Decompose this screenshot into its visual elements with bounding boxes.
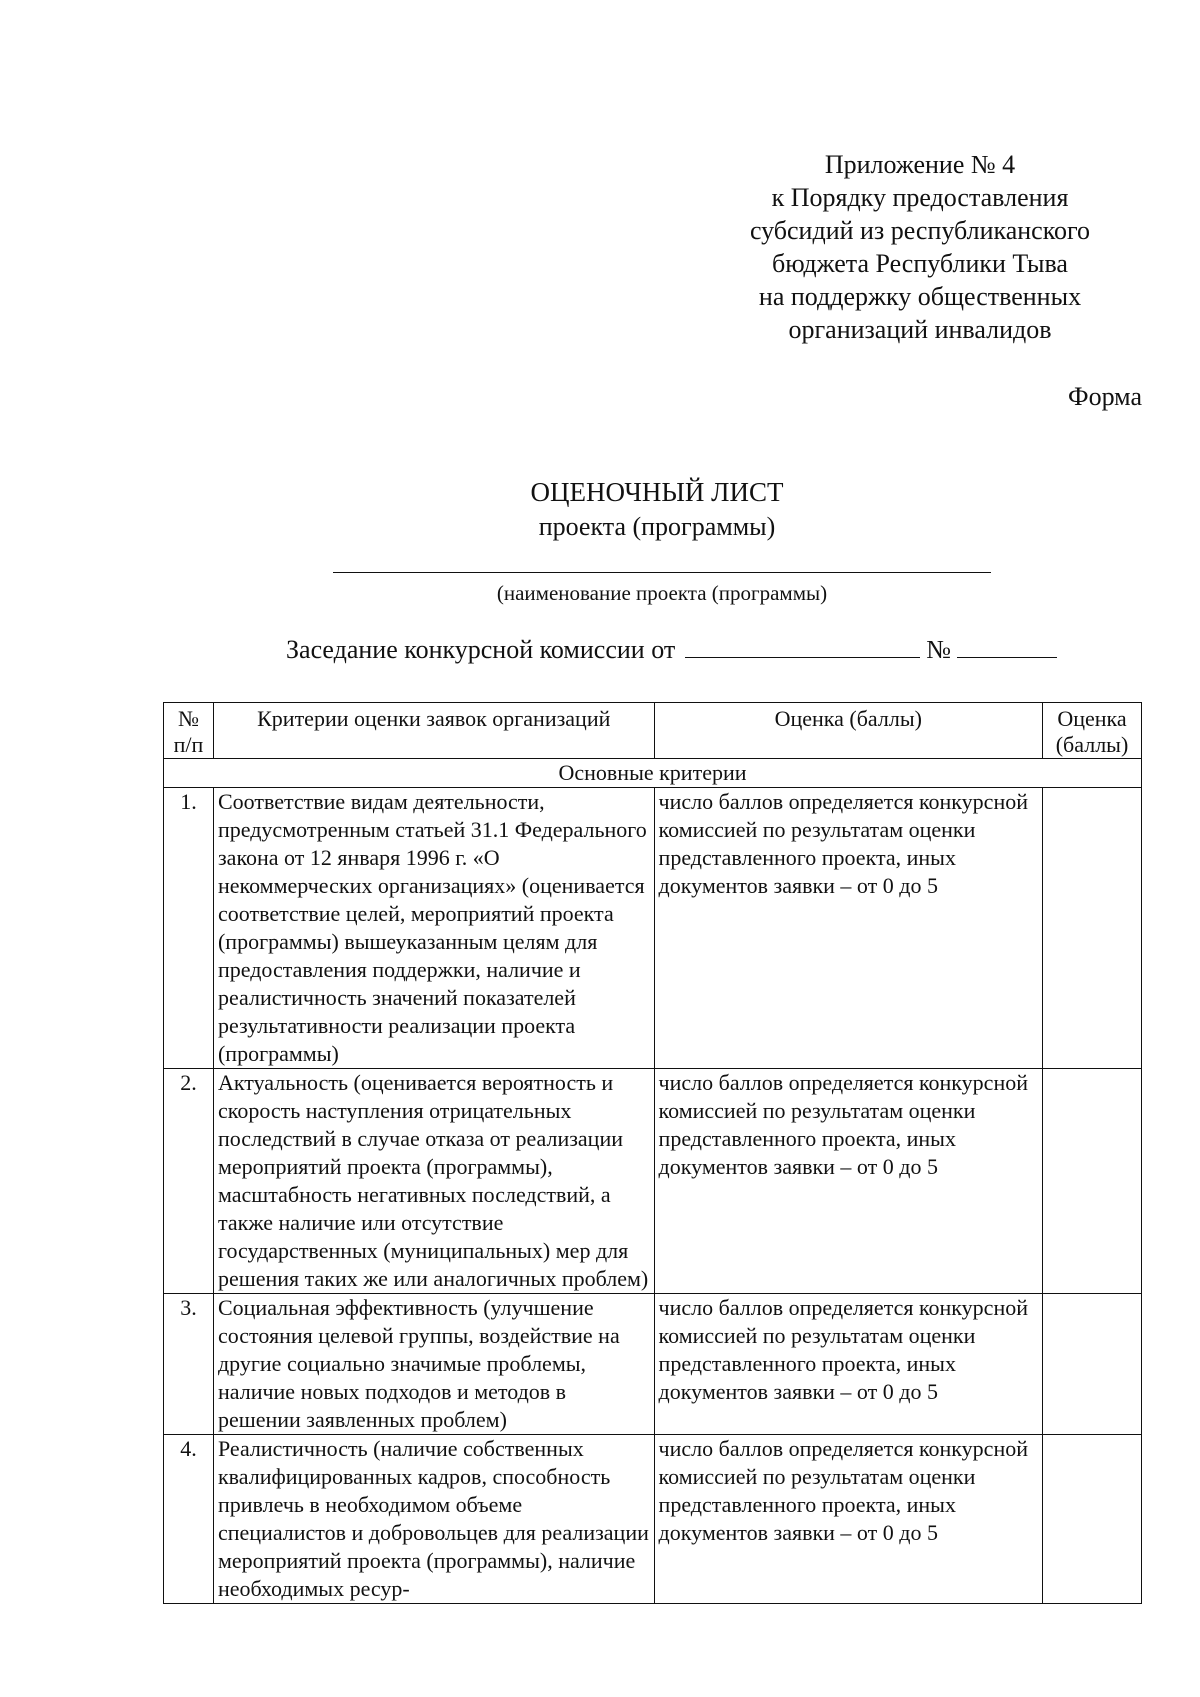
section-row xyxy=(164,759,1142,788)
appendix-line: бюджета Республики Тыва xyxy=(772,249,1068,278)
row-number: 1. xyxy=(164,788,214,1069)
appendix-line: организаций инвалидов xyxy=(788,315,1052,344)
appendix-line: на поддержку общественных xyxy=(758,282,1082,311)
table-row xyxy=(164,1069,1142,1294)
meeting-text: Заседание конкурсной комиссии от xyxy=(286,635,676,664)
row-number: 3. xyxy=(164,1294,214,1435)
row-number: 4. xyxy=(164,1435,214,1604)
row-criteria: Актуальность (оценивается вероятность и скорость наступления отрицательных последствий в случае отказа от реализации мероприятий проекта (программы), масштабность негативных последствий, а также наличие или отсутствие государственных (муниципальных) мер для решения таких же или аналогичных проблем) xyxy=(213,1069,654,1294)
meeting-number-field xyxy=(957,633,1057,658)
appendix-header xyxy=(700,148,1140,346)
row-criteria: Реалистичность (наличие собственных квалифицированных кадров, способность привлечь в необходимом объеме специалистов и добровольцев для реализации мероприятий проекта (программы), наличие необходимых ресур- xyxy=(213,1435,654,1604)
meeting-date-field xyxy=(685,633,920,658)
project-name-caption: (наименование проекта (программы) xyxy=(496,581,828,605)
meeting-line xyxy=(286,633,1057,667)
header-score-2: Оценка (баллы) xyxy=(1043,703,1142,759)
header-score: Оценка (баллы) xyxy=(654,703,1042,759)
table-row xyxy=(164,1435,1142,1604)
row-criteria: Социальная эффективность (улучшение состояния целевой группы, воздействие на другие социально значимые проблемы, наличие новых подходов и методов в решении заявленных проблем) xyxy=(213,1294,654,1435)
row-criteria: Соответствие видам деятельности, предусмотренным статьей 31.1 Федерального закона от 12 января 1996 г. «О некоммерческих организациях» (оценивается соответствие целей, мероприятий проекта (программы) вышеуказанным целям для предоставления поддержки, наличие и реалистичность значений показателей результативности реализации проекта (программы) xyxy=(213,788,654,1069)
project-name-field xyxy=(333,572,991,573)
table-row xyxy=(164,788,1142,1069)
document-title: ОЦЕНОЧНЫЙ ЛИСТ xyxy=(530,477,784,507)
appendix-line: к Порядку предоставления xyxy=(771,183,1069,212)
table-row xyxy=(164,1294,1142,1435)
row-score-value xyxy=(1043,1435,1142,1604)
form-label: Форма xyxy=(1068,382,1142,411)
row-score-description: число баллов определяется конкурсной комиссией по результатам оценки представленного проекта, иных документов заявки – от 0 до 5 xyxy=(654,1294,1042,1435)
section-title: Основные критерии xyxy=(164,759,1142,788)
row-score-value xyxy=(1043,1069,1142,1294)
document-subtitle: проекта (программы) xyxy=(538,512,776,541)
row-score-description: число баллов определяется конкурсной комиссией по результатам оценки представленного проекта, иных документов заявки – от 0 до 5 xyxy=(654,1069,1042,1294)
header-criteria: Критерии оценки заявок организаций xyxy=(213,703,654,759)
meeting-number-sign: № xyxy=(926,635,952,664)
table-header-row xyxy=(164,703,1142,759)
row-number: 2. xyxy=(164,1069,214,1294)
row-score-description: число баллов определяется конкурсной комиссией по результатам оценки представленного проекта, иных документов заявки – от 0 до 5 xyxy=(654,788,1042,1069)
appendix-line: Приложение № 4 xyxy=(824,150,1016,179)
appendix-line: субсидий из республиканского xyxy=(749,216,1091,245)
row-score-value xyxy=(1043,1294,1142,1435)
row-score-description: число баллов определяется конкурсной комиссией по результатам оценки представленного проекта, иных документов заявки – от 0 до 5 xyxy=(654,1435,1042,1604)
header-num: № п/п xyxy=(164,703,214,759)
row-score-value xyxy=(1043,788,1142,1069)
criteria-table xyxy=(163,702,1142,1604)
